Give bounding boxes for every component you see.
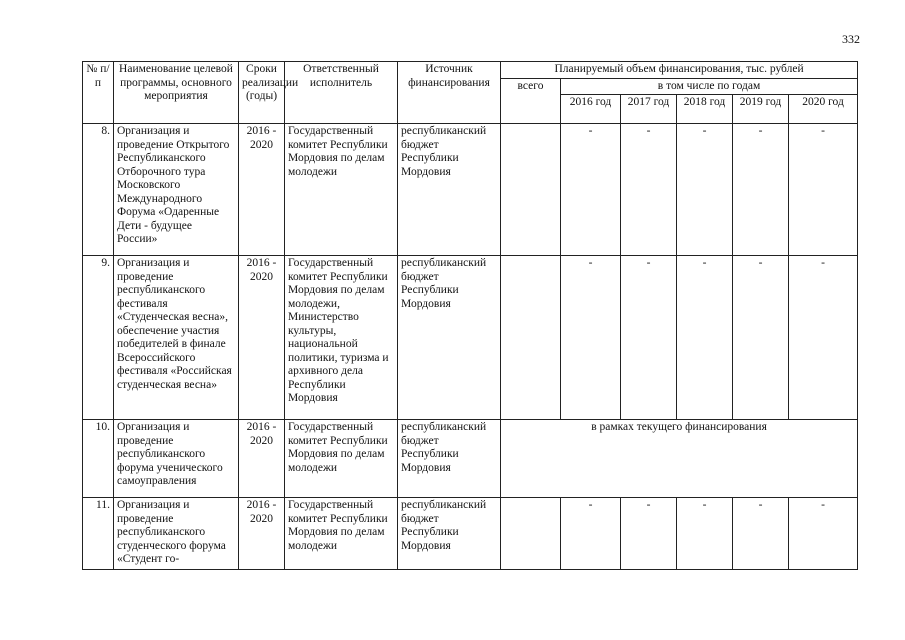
row-2020: -	[789, 498, 858, 570]
header-source: Источник финансирования	[398, 62, 501, 124]
table-row	[83, 124, 858, 256]
row-total	[501, 124, 561, 256]
row-executor: Государственный комитет Республики Мордовия по делам молодежи	[285, 498, 398, 570]
header-year-2017: 2017 год	[621, 95, 677, 124]
row-2019: -	[733, 256, 789, 420]
row-name: Организация и проведение республиканского форума ученического самоуправления	[114, 420, 239, 498]
row-executor: Государственный комитет Республики Мордовия по делам молодежи, Министерство культуры, национальной политики, туризма и архивного дела Республики Мордовия	[285, 256, 398, 420]
header-by-years: в том числе по годам	[561, 78, 858, 95]
row-period: 2016 - 2020	[239, 256, 285, 420]
row-name: Организация и проведение республиканского студенческого форума «Студент го-	[114, 498, 239, 570]
row-source: республиканский бюджет Республики Мордовия	[398, 498, 501, 570]
row-2017: -	[621, 498, 677, 570]
row-2020: -	[789, 124, 858, 256]
row-merged-note: в рамках текущего финансирования	[501, 420, 858, 498]
header-executor: Ответственный исполнитель	[285, 62, 398, 124]
row-2016: -	[561, 498, 621, 570]
row-period: 2016 - 2020	[239, 498, 285, 570]
header-planned: Планируемый объем финансирования, тыс. рублей	[501, 62, 858, 79]
header-total: всего	[501, 78, 561, 124]
financing-table	[82, 61, 858, 570]
header-year-2018: 2018 год	[677, 95, 733, 124]
header-num: № п/п	[83, 62, 114, 124]
table-row	[83, 256, 858, 420]
header-year-2016: 2016 год	[561, 95, 621, 124]
header-year-2020: 2020 год	[789, 95, 858, 124]
row-period: 2016 - 2020	[239, 124, 285, 256]
row-2019: -	[733, 498, 789, 570]
row-2018: -	[677, 498, 733, 570]
row-num: 11.	[83, 498, 114, 570]
page-number: 332	[842, 32, 860, 46]
row-2018: -	[677, 124, 733, 256]
row-2016: -	[561, 256, 621, 420]
row-2019: -	[733, 124, 789, 256]
row-total	[501, 498, 561, 570]
row-num: 9.	[83, 256, 114, 420]
table-row	[83, 420, 858, 498]
header-name: Наименование целевой программы, основного мероприятия	[114, 62, 239, 124]
row-name: Организация и проведение республиканского фестиваля «Студенческая весна», обеспечение участия победителей в финале Всероссийского фестиваля «Российская студенческая весна»	[114, 256, 239, 420]
row-num: 8.	[83, 124, 114, 256]
row-executor: Государственный комитет Республики Мордовия по делам молодежи	[285, 420, 398, 498]
header-year-2019: 2019 год	[733, 95, 789, 124]
row-2018: -	[677, 256, 733, 420]
row-source: республиканский бюджет Республики Мордовия	[398, 256, 501, 420]
row-source: республиканский бюджет Республики Мордовия	[398, 420, 501, 498]
row-executor: Государственный комитет Республики Мордовия по делам молодежи	[285, 124, 398, 256]
row-num: 10.	[83, 420, 114, 498]
header-period: Сроки реализации (годы)	[239, 62, 285, 124]
row-2017: -	[621, 256, 677, 420]
row-period: 2016 - 2020	[239, 420, 285, 498]
row-source: республиканский бюджет Республики Мордовия	[398, 124, 501, 256]
table-row	[83, 498, 858, 570]
row-name: Организация и проведение Открытого Республиканского Отборочного тура Московского Международного Форума «Одаренные Дети - будущее России»	[114, 124, 239, 256]
row-total	[501, 256, 561, 420]
row-2016: -	[561, 124, 621, 256]
row-2020: -	[789, 256, 858, 420]
row-2017: -	[621, 124, 677, 256]
